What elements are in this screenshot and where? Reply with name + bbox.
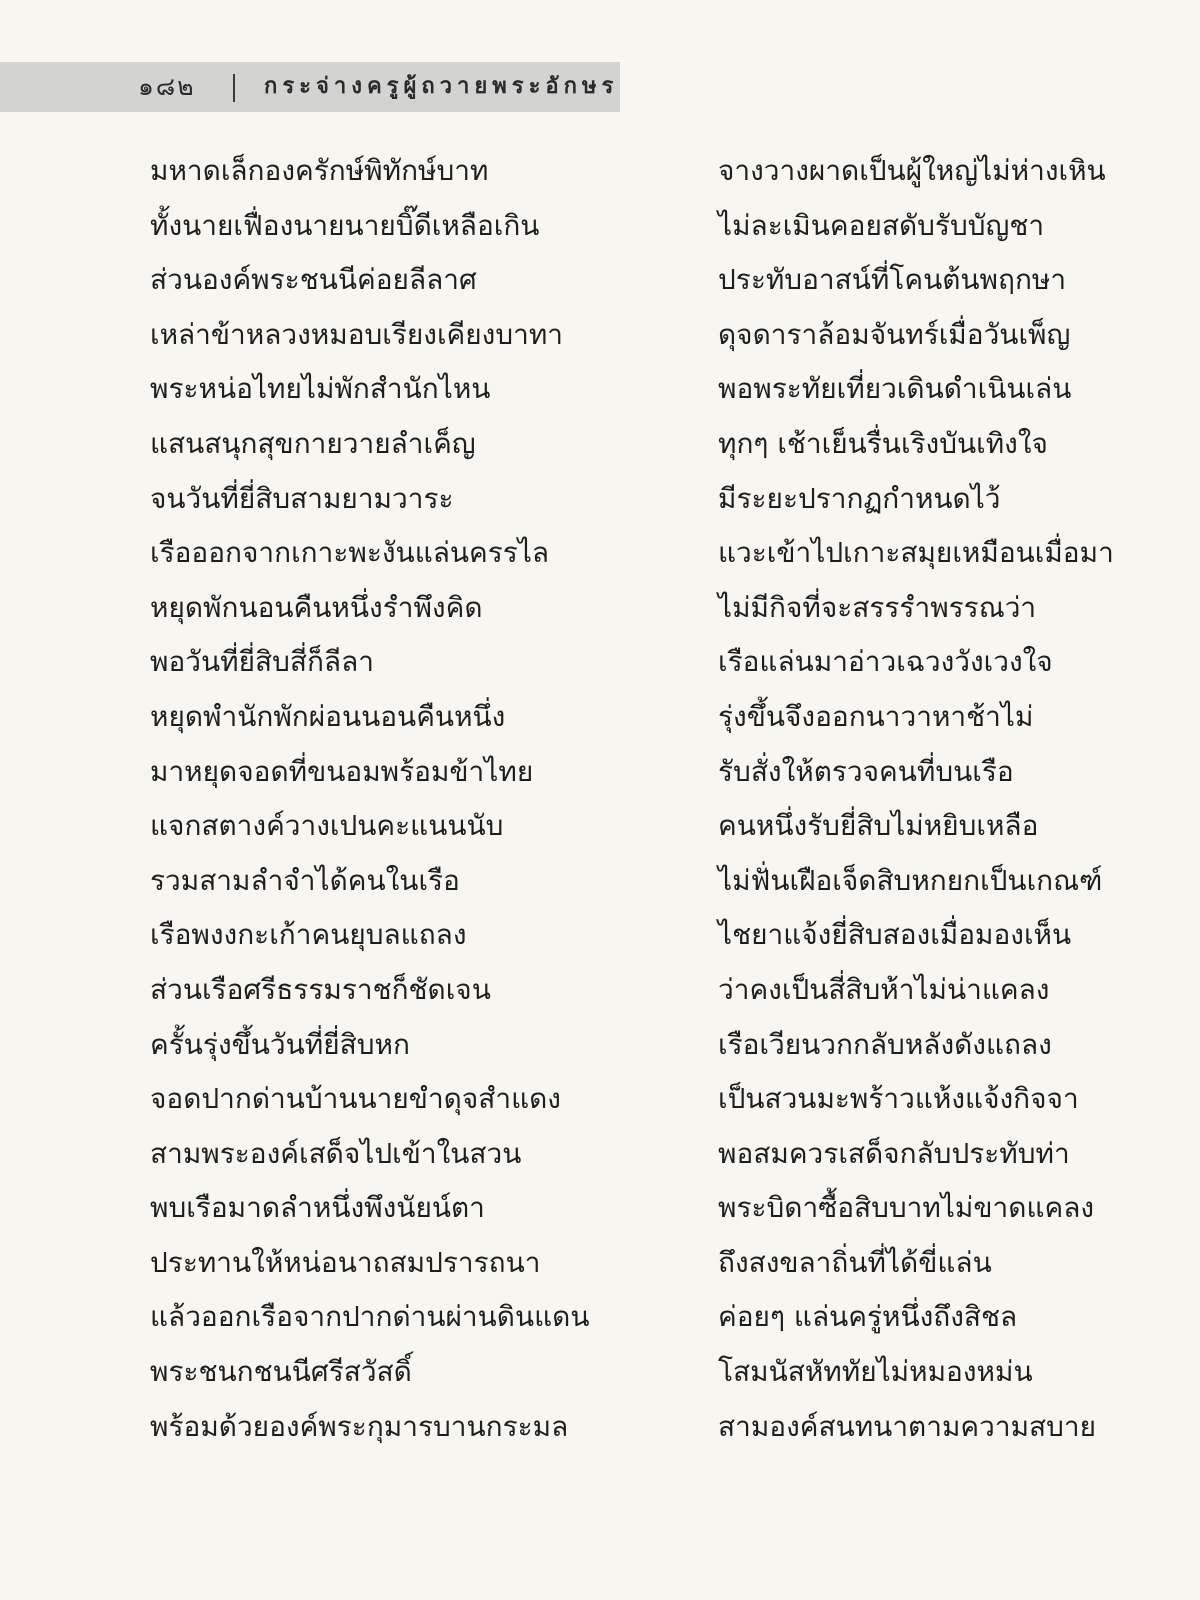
verse-second-half: จางวางผาดเป็นผู้ใหญ่ไม่ห่างเหิน (718, 154, 1106, 187)
poem-body (0, 144, 1200, 1454)
verse-row (0, 690, 1200, 745)
verse-row (0, 526, 1200, 581)
verse-row (0, 1127, 1200, 1182)
verse-row (0, 745, 1200, 800)
verse-row (0, 362, 1200, 417)
verse-second-half: ว่าคงเป็นสี่สิบห้าไม่น่าแคลง (718, 972, 1050, 1006)
verse-first-half: จนวันที่ยี่สิบสามยามวาระ (150, 481, 454, 515)
verse-row (0, 799, 1200, 854)
verse-first-half: มาหยุดจอดที่ขนอมพร้อมข้าไทย (150, 754, 534, 788)
verse-second-half: มีระยะปรากฏกำหนดไว้ (718, 481, 1001, 515)
verse-second-half: ค่อยๆ แล่นครู่หนึ่งถึงสิชล (718, 1300, 1018, 1334)
verse-first-half: หยุดพักนอนคืนหนึ่งรำพึงคิด (150, 590, 483, 624)
verse-first-half: สามพระองค์เสด็จไปเข้าในสวน (150, 1136, 522, 1170)
verse-first-half: พร้อมด้วยองค์พระกุมารบานกระมล (150, 1409, 569, 1443)
verse-second-half: โสมนัสหัททัยไม่หมองหม่น (718, 1355, 1033, 1389)
verse-second-half: พระบิดาซื้อสิบบาทไม่ขาดแคลง (718, 1191, 1095, 1225)
verse-row (0, 581, 1200, 636)
verse-second-half: เรือแล่นมาอ่าวเฉวงวังเวงใจ (718, 645, 1053, 679)
verse-second-half: รุ่งขึ้นจึงออกนาวาหาช้าไม่ (718, 699, 1034, 733)
page-number: ๑๘๒ (138, 72, 196, 101)
verse-first-half: ประทานให้หน่อนาถสมปรารถนา (150, 1245, 541, 1279)
verse-first-half: แล้วออกเรือจากปากด่านผ่านดินแดน (150, 1300, 590, 1334)
verse-first-half: ส่วนเรือศรีธรรมราชก็ชัดเจน (150, 972, 491, 1006)
verse-first-half: พบเรือมาดลำหนึ่งพึงนัยน์ตา (150, 1191, 485, 1225)
verse-row (0, 908, 1200, 963)
verse-first-half: มหาดเล็กองครักษ์พิทักษ์บาท (150, 154, 489, 187)
verse-row (0, 1345, 1200, 1400)
verse-second-half: ดุจดาราล้อมจันทร์เมื่อวันเพ็ญ (718, 317, 1071, 351)
verse-first-half: เรือออกจากเกาะพะงันแล่นครรไล (150, 536, 550, 570)
verse-second-half: ไชยาแจ้งยี่สิบสองเมื่อมองเห็น (718, 918, 1072, 952)
verse-row (0, 1290, 1200, 1345)
verse-second-half: พอพระทัยเที่ยวเดินดำเนินเล่น (718, 372, 1072, 406)
verse-row (0, 854, 1200, 909)
verse-second-half: ไม่มีกิจที่จะสรรรำพรรณว่า (718, 590, 1037, 624)
verse-second-half: ไม่ฟั่นเฝือเจ็ดสิบหกยกเป็นเกณฑ์ (718, 863, 1103, 897)
verse-first-half: พอวันที่ยี่สิบสี่ก็ลีลา (150, 645, 374, 679)
verse-first-half: เหล่าข้าหลวงหมอบเรียงเคียงบาทา (150, 317, 564, 351)
verse-first-half: ครั้นรุ่งขึ้นวันที่ยี่สิบหก (150, 1027, 410, 1061)
verse-row (0, 1400, 1200, 1455)
verse-first-half: เรือพงงกะเก้าคนยุบลแถลง (150, 918, 467, 952)
verse-first-half: ส่วนองค์พระชนนีค่อยลีลาศ (150, 263, 477, 297)
verse-row (0, 963, 1200, 1018)
verse-first-half: แจกสตางค์วางเปนคะแนนนับ (150, 809, 504, 843)
verse-second-half: แวะเข้าไปเกาะสมุยเหมือนเมื่อมา (718, 536, 1114, 570)
verse-first-half: ทั้งนายเฟื่องนายนายบิ๊ดีเหลือเกิน (150, 208, 540, 242)
verse-second-half: คนหนึ่งรับยี่สิบไม่หยิบเหลือ (718, 809, 1039, 843)
verse-first-half: รวมสามลำจำได้คนในเรือ (150, 863, 460, 897)
verse-row (0, 417, 1200, 472)
verse-row (0, 144, 1200, 199)
verse-row (0, 308, 1200, 363)
verse-second-half: สามองค์สนทนาตามความสบาย (718, 1409, 1097, 1443)
verse-first-half: พระชนกชนนีศรีสวัสดิ์ (150, 1355, 412, 1389)
verse-row (0, 1018, 1200, 1073)
verse-row (0, 635, 1200, 690)
verse-row (0, 199, 1200, 254)
verse-second-half: เป็นสวนมะพร้าวแห้งแจ้งกิจจา (718, 1082, 1079, 1116)
verse-first-half: หยุดพำนักพักผ่อนนอนคืนหนึ่ง (150, 699, 506, 733)
verse-second-half: ทุกๆ เช้าเย็นรื่นเริงบันเทิงใจ (718, 426, 1048, 460)
verse-row (0, 253, 1200, 308)
verse-second-half: ไม่ละเมินคอยสดับรับบัญชา (718, 208, 1045, 242)
verse-first-half: แสนสนุกสุขกายวายลำเค็ญ (150, 426, 476, 460)
book-title: กระจ่างครูผู้ถวายพระอักษร (264, 74, 619, 99)
verse-first-half: พระหน่อไทยไม่พักสำนักไหน (150, 372, 491, 406)
verse-second-half: ประทับอาสน์ที่โคนต้นพฤกษา (718, 263, 1067, 297)
verse-second-half: รับสั่งให้ตรวจคนที่บนเรือ (718, 754, 1014, 788)
verse-second-half: พอสมควรเสด็จกลับประทับท่า (718, 1136, 1070, 1170)
verse-second-half: ถึงสงขลาถิ่นที่ได้ขี่แล่น (718, 1245, 992, 1279)
header-divider (233, 74, 235, 102)
verse-second-half: เรือเวียนวกกลับหลังดังแถลง (718, 1027, 1052, 1061)
verse-first-half: จอดปากด่านบ้านนายขำดุจสำแดง (150, 1082, 561, 1116)
verse-row (0, 1181, 1200, 1236)
verse-row (0, 1236, 1200, 1291)
verse-row (0, 472, 1200, 527)
verse-row (0, 1072, 1200, 1127)
